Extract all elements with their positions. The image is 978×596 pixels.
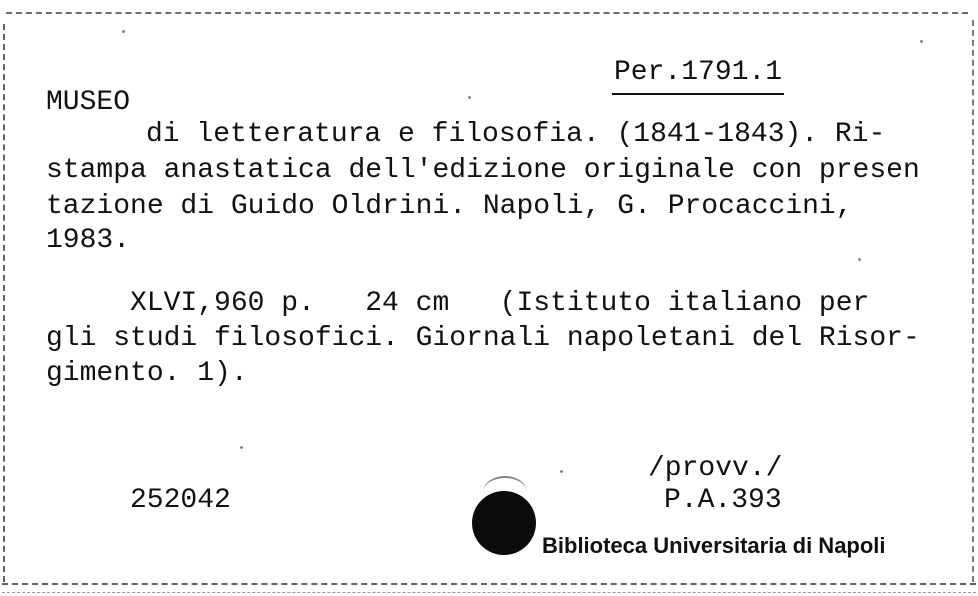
description-line: 1983.: [46, 225, 131, 256]
entry-heading: MUSEO: [46, 87, 131, 118]
description-line: tazione di Guido Oldrini. Napoli, G. Procaccini,: [46, 191, 853, 222]
inventory-number: 252042: [130, 485, 231, 516]
paper-speck: [122, 30, 125, 33]
paper-speck: [560, 470, 563, 473]
shelfmark-underline: [612, 93, 784, 95]
acquisition-code: P.A.393: [664, 485, 782, 516]
card-border-bottom: [2, 583, 976, 585]
paper-speck: [240, 446, 243, 449]
card-border-top: [6, 12, 968, 14]
card-border-right: [972, 20, 974, 582]
paper-speck: [920, 40, 923, 43]
description-line: stampa anastatica dell'edizione originale con presen: [46, 155, 920, 186]
paper-speck: [468, 96, 471, 99]
series-line: gli studi filosofici. Giornali napoletani del Risor-: [46, 323, 920, 354]
card-border-bottom-inner: [2, 592, 976, 593]
shelfmark: Per.1791.1: [614, 57, 783, 88]
card-border-left: [3, 24, 5, 582]
library-stamp-seal: [472, 491, 536, 555]
paper-speck: [858, 258, 861, 261]
provenance-note: /provv./: [648, 453, 783, 484]
collation-line: XLVI,960 p. 24 cm (Istituto italiano per: [130, 288, 870, 319]
description-line: di letteratura e filosofia. (1841-1843). Ri-: [146, 119, 886, 150]
series-line: gimento. 1).: [46, 358, 248, 389]
library-stamp-text: Biblioteca Universitaria di Napoli: [542, 533, 886, 558]
